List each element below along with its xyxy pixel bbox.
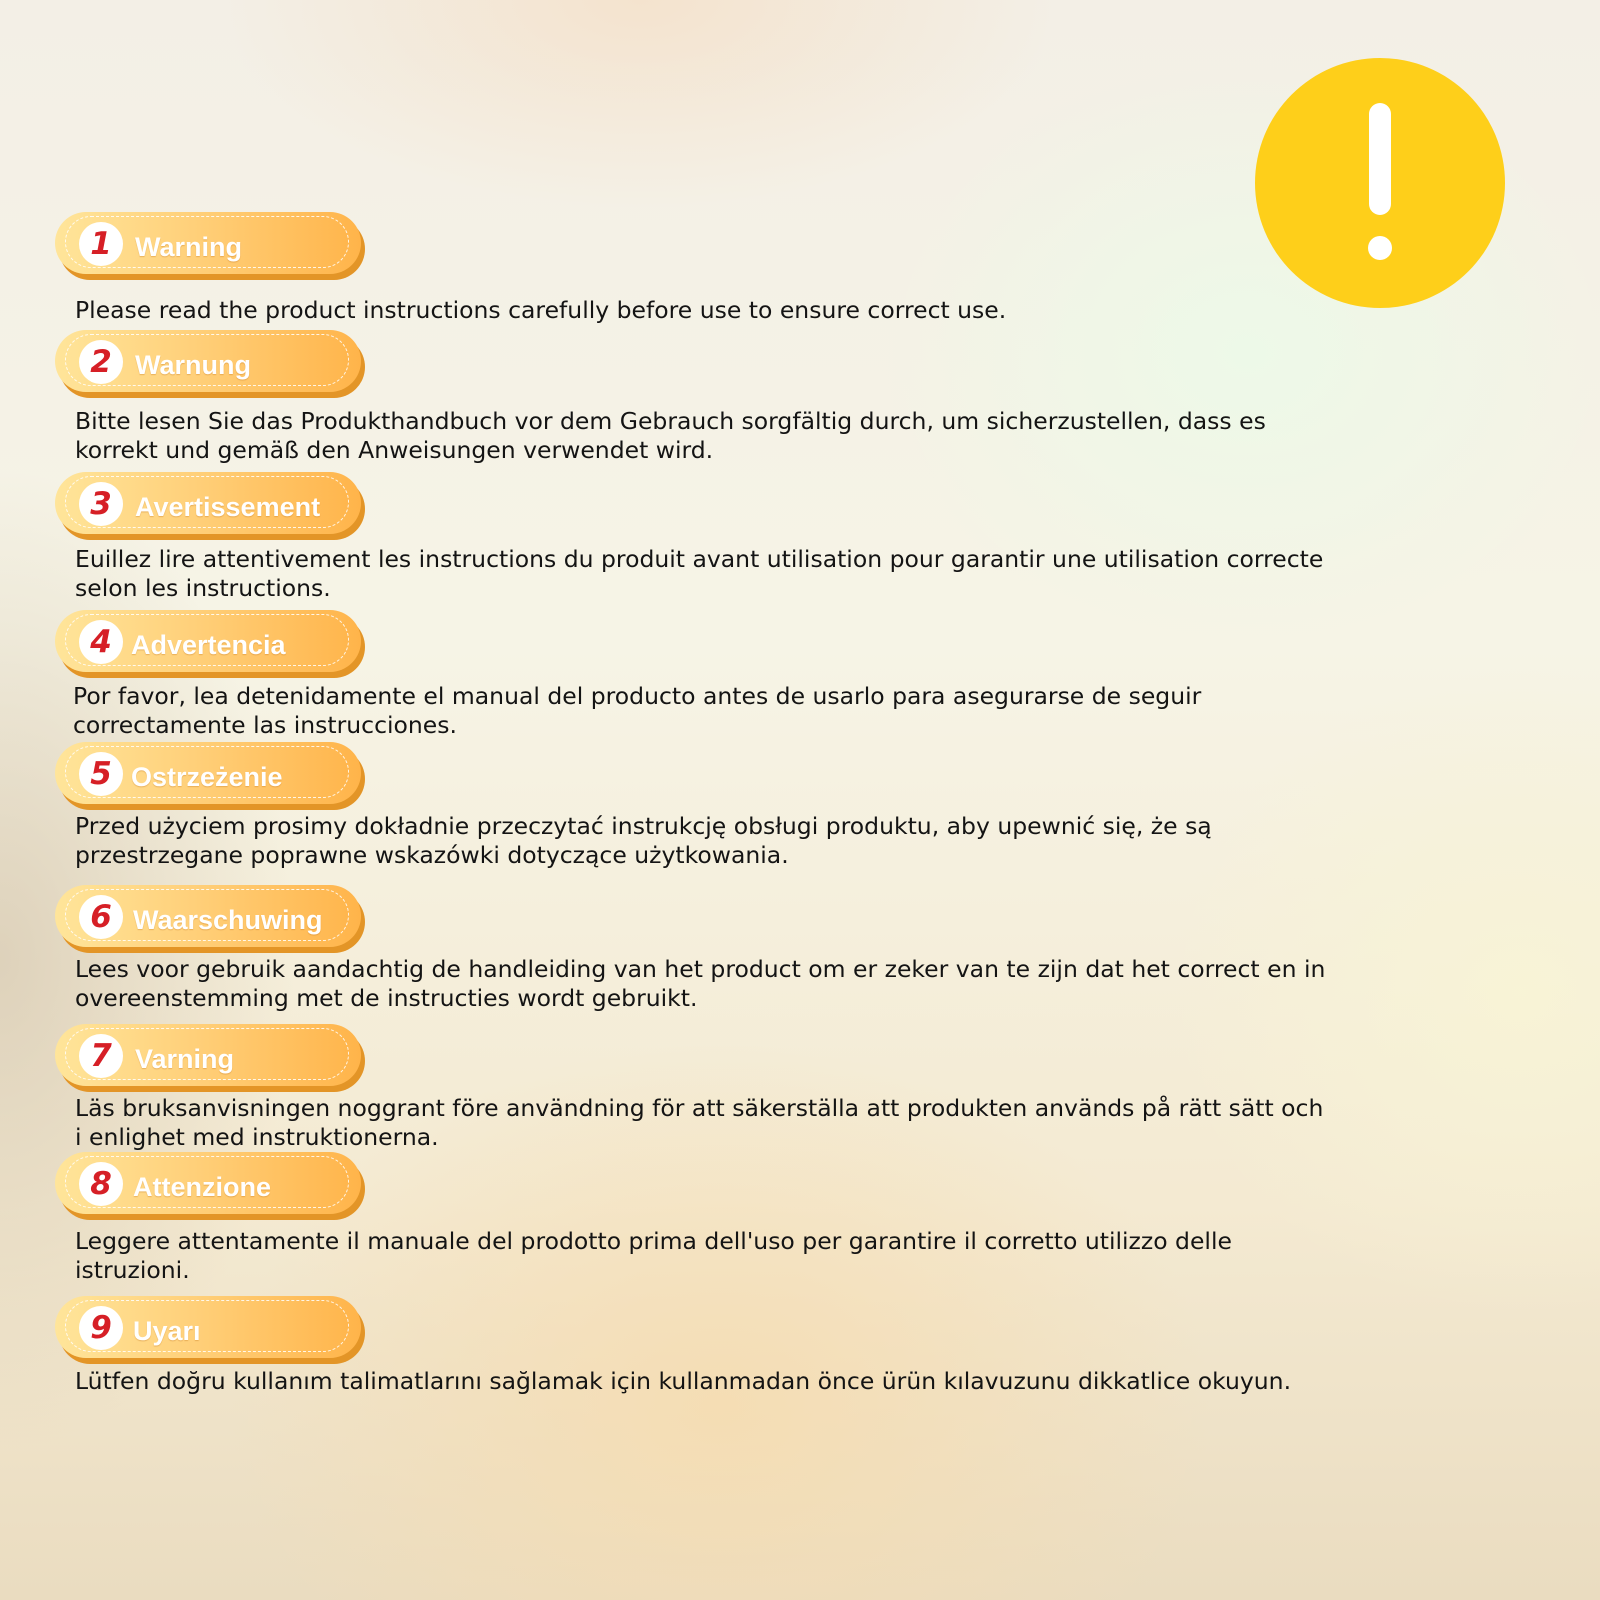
badge-number: 8 — [79, 1162, 123, 1206]
badge-title: Advertencia — [131, 630, 286, 660]
badge-number: 7 — [79, 1034, 123, 1078]
badge-number: 3 — [79, 482, 123, 526]
warning-section-4 — [55, 610, 1202, 739]
warning-text: Bitte lesen Sie das Produkthandbuch vor dem Gebrauch sorgfältig durch, um sicherzustellen, dass es korrekt und gemäß den Anweisungen verwendet wird. — [75, 407, 1266, 464]
badge-title: Warning — [135, 232, 242, 262]
warning-badge — [55, 330, 365, 398]
badge-number: 5 — [79, 752, 123, 796]
warning-text: Por favor, lea detenidamente el manual del producto antes de usarlo para asegurarse de seguir correctamente las instrucciones. — [73, 682, 1202, 739]
warning-section-1 — [55, 212, 1007, 324]
badge-number: 4 — [79, 620, 123, 664]
warning-badge — [55, 742, 365, 810]
warning-section-6 — [55, 885, 1326, 1012]
badge-title: Varning — [135, 1044, 235, 1074]
warning-section-7 — [55, 1024, 1324, 1151]
badge-title: Ostrzeżenie — [131, 762, 283, 792]
warning-text: Lütfen doğru kullanım talimatlarını sağlamak için kullanmadan önce ürün kılavuzunu dikkatlice okuyun. — [75, 1367, 1292, 1395]
warning-badge — [55, 1024, 365, 1092]
badge-pill — [55, 1152, 361, 1214]
badge-pill — [55, 610, 361, 672]
warning-section-3 — [55, 472, 1324, 602]
badge-number: 2 — [79, 340, 123, 384]
warning-text: Läs bruksanvisningen noggrant före användning för att säkerställa att produkten används på rätt sätt och i enlighet med instruktionerna. — [75, 1094, 1324, 1151]
warning-badge — [55, 1296, 365, 1364]
badge-number: 1 — [79, 222, 123, 266]
warning-badge — [55, 1152, 365, 1220]
badge-pill — [55, 1024, 361, 1086]
warning-badge — [55, 472, 365, 540]
badge-title: Uyarı — [133, 1316, 201, 1346]
badge-pill — [55, 742, 361, 804]
badge-pill — [55, 212, 361, 274]
exclamation-icon — [1255, 58, 1505, 308]
exclamation-dot — [1368, 236, 1392, 260]
warning-text: Przed użyciem prosimy dokładnie przeczytać instrukcję obsługi produktu, aby upewnić się, że są przestrzegane poprawne wskazówki dotyczące użytkowania. — [75, 812, 1212, 869]
badge-number: 6 — [79, 895, 123, 939]
warning-section-2 — [55, 330, 1266, 464]
badge-title: Attenzione — [133, 1172, 271, 1202]
warning-badge — [55, 885, 365, 953]
exclamation-bar — [1369, 103, 1391, 215]
badge-title: Waarschuwing — [133, 905, 323, 935]
badge-pill — [55, 885, 361, 947]
badge-pill — [55, 472, 361, 534]
warning-section-5 — [55, 742, 1212, 869]
badge-title: Warnung — [135, 350, 251, 380]
warning-text: Leggere attentamente il manuale del prodotto prima dell'uso per garantire il corretto utilizzo delle istruzioni. — [75, 1227, 1232, 1284]
warning-badge — [55, 212, 365, 280]
badge-pill — [55, 330, 361, 392]
warning-section-8 — [55, 1152, 1232, 1284]
warning-badge — [55, 610, 365, 678]
warning-text: Please read the product instructions carefully before use to ensure correct use. — [75, 296, 1007, 324]
warning-text: Euillez lire attentivement les instructions du produit avant utilisation pour garantir une utilisation correcte selon les instructions. — [75, 545, 1324, 602]
badge-pill — [55, 1296, 361, 1358]
warning-section-9 — [55, 1296, 1292, 1395]
warning-text: Lees voor gebruik aandachtig de handleiding van het product om er zeker van te zijn dat het correct en in overeenstemming met de instructies wordt gebruikt. — [75, 955, 1326, 1012]
badge-number: 9 — [79, 1306, 123, 1350]
badge-title: Avertissement — [135, 492, 321, 522]
